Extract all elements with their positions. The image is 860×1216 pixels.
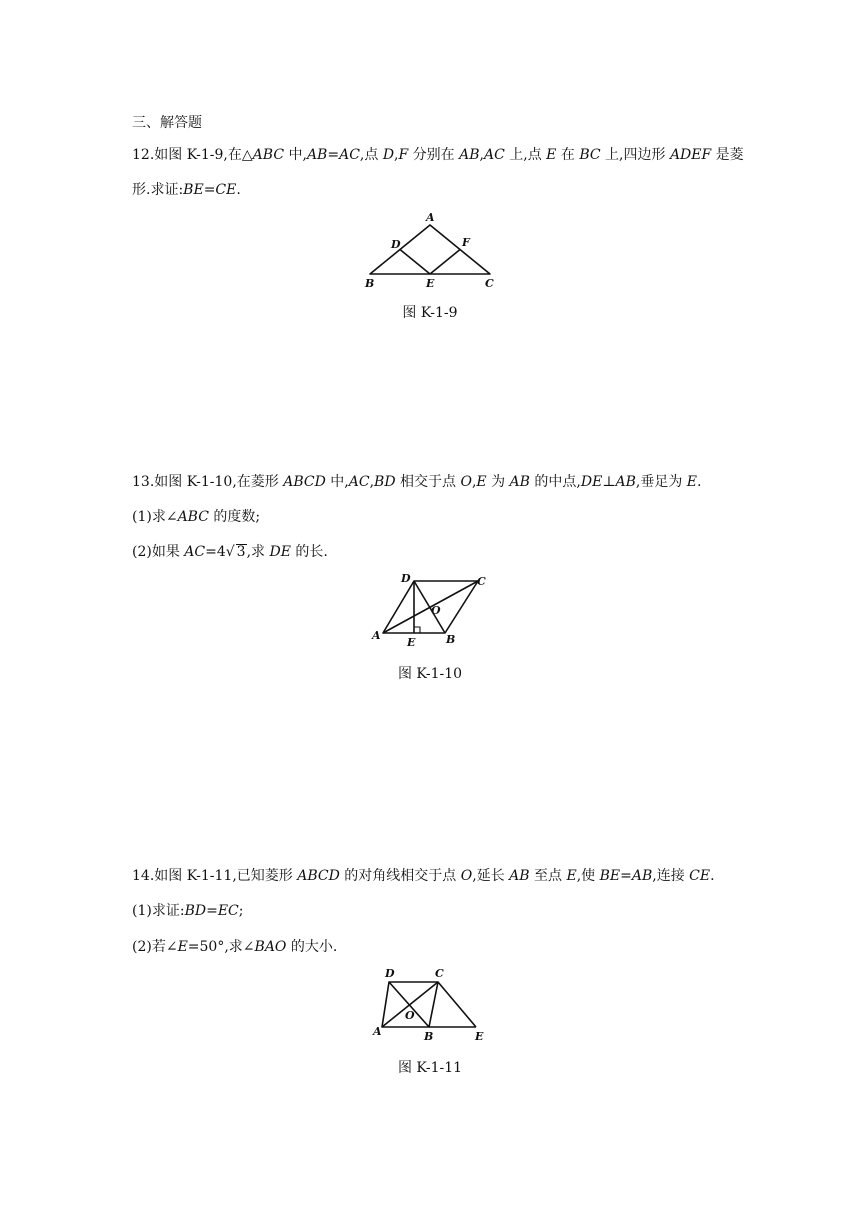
text: 的大小. bbox=[286, 939, 338, 955]
math-var: CE bbox=[689, 868, 711, 884]
text: . bbox=[236, 182, 241, 198]
math-var: BE bbox=[183, 182, 204, 198]
problem-13-question-1 bbox=[132, 507, 260, 527]
text: . bbox=[710, 868, 715, 884]
math-var: CE bbox=[215, 182, 237, 198]
text: . bbox=[697, 474, 702, 490]
segment-de bbox=[400, 250, 430, 275]
problem-14-statement bbox=[132, 866, 715, 886]
text: ,延长 bbox=[472, 868, 510, 884]
math-var: ABC bbox=[177, 509, 209, 525]
text: = bbox=[620, 868, 632, 884]
label-o: O bbox=[431, 604, 441, 617]
math-var: AB bbox=[306, 147, 328, 163]
math-var: DE bbox=[580, 474, 603, 490]
math-var: BD bbox=[184, 903, 207, 919]
text: (2)若∠ bbox=[132, 939, 178, 955]
text: ,连接 bbox=[652, 868, 690, 884]
text: ,点 bbox=[359, 147, 383, 163]
math-var: AB bbox=[615, 474, 636, 490]
text: 至点 bbox=[529, 868, 567, 884]
math-var: F bbox=[398, 147, 409, 163]
problem-13-question-2 bbox=[132, 542, 328, 562]
label-f: F bbox=[462, 236, 470, 249]
label-b: B bbox=[424, 1030, 434, 1043]
text: (1)求∠ bbox=[132, 509, 178, 525]
text: ,垂足为 bbox=[635, 474, 687, 490]
math-var: E bbox=[177, 939, 188, 955]
text: ⊥ bbox=[602, 474, 616, 490]
text: 上,点 bbox=[504, 147, 547, 163]
text: 相交于点 bbox=[395, 474, 461, 490]
math-var: AC bbox=[339, 147, 360, 163]
problem-14-question-2 bbox=[132, 937, 337, 957]
problem-13-statement bbox=[132, 472, 701, 492]
text: (1)求证: bbox=[132, 903, 185, 919]
label-a: A bbox=[426, 211, 435, 224]
text: , bbox=[479, 147, 484, 163]
math-var: AC bbox=[184, 544, 206, 560]
text: 上,四边形 bbox=[600, 147, 670, 163]
sqrt-radicand: 3 bbox=[236, 544, 246, 560]
text: =50°,求∠ bbox=[187, 939, 255, 955]
math-var: DE bbox=[269, 544, 291, 560]
text: , bbox=[471, 474, 477, 490]
math-var: AB bbox=[509, 474, 530, 490]
math-var: EC bbox=[217, 903, 239, 919]
math-var: BD bbox=[374, 474, 396, 490]
text: 中, bbox=[325, 474, 349, 490]
math-var: AC bbox=[348, 474, 370, 490]
text: =4√ bbox=[205, 544, 235, 560]
text: 中, bbox=[284, 147, 307, 163]
text: 的对角线相交于点 bbox=[339, 868, 461, 884]
label-b: B bbox=[446, 633, 456, 646]
label-c: C bbox=[485, 277, 494, 290]
text: ; bbox=[238, 903, 244, 919]
math-var: AC bbox=[483, 147, 505, 163]
math-var: E bbox=[566, 868, 577, 884]
math-var: ADEF bbox=[669, 147, 712, 163]
figure-k-1-9 bbox=[360, 208, 500, 292]
math-var: BE bbox=[599, 868, 621, 884]
label-a: A bbox=[373, 1025, 382, 1038]
problem-14-question-1 bbox=[132, 901, 243, 921]
text: 为 bbox=[486, 474, 510, 490]
text: (2)如果 bbox=[132, 544, 185, 560]
text: 13.如图 K-1-10,在菱形 bbox=[132, 474, 284, 490]
label-a: A bbox=[372, 629, 381, 642]
figure-k-1-10 bbox=[366, 568, 496, 652]
figure-caption-k-1-9: 图 K-1-9 bbox=[402, 305, 458, 321]
text: = bbox=[203, 182, 216, 198]
math-var: BAO bbox=[254, 939, 287, 955]
text: 14.如图 K-1-11,已知菱形 bbox=[132, 868, 298, 884]
label-b: B bbox=[365, 277, 375, 290]
text: ,求 bbox=[246, 544, 270, 560]
label-o: O bbox=[405, 1009, 415, 1022]
text: = bbox=[206, 903, 218, 919]
figure-caption-k-1-10: 图 K-1-10 bbox=[397, 666, 463, 682]
triangle-abc bbox=[370, 225, 490, 274]
text: 12.如图 K-1-9,在△ bbox=[132, 147, 253, 163]
segment-ce bbox=[438, 982, 476, 1027]
math-var: AB bbox=[631, 868, 653, 884]
math-var: O bbox=[460, 868, 473, 884]
figure-k-1-11 bbox=[368, 964, 498, 1048]
math-var: BC bbox=[579, 147, 601, 163]
label-d: D bbox=[385, 967, 395, 980]
section-title: 三、解答题 bbox=[132, 115, 202, 131]
text: 在 bbox=[556, 147, 580, 163]
math-var: E bbox=[476, 474, 487, 490]
text: 的度数; bbox=[208, 509, 261, 525]
math-var: E bbox=[546, 147, 557, 163]
segment-ef bbox=[430, 250, 460, 275]
math-var: ABCD bbox=[297, 868, 340, 884]
math-var: AB bbox=[509, 868, 530, 884]
label-e: E bbox=[426, 277, 435, 290]
math-var: D bbox=[382, 147, 395, 163]
label-c: C bbox=[435, 967, 444, 980]
text: , bbox=[369, 474, 375, 490]
label-e: E bbox=[475, 1030, 484, 1043]
label-c: C bbox=[477, 575, 486, 588]
problem-12-statement-line-2 bbox=[132, 180, 241, 200]
figure-caption-k-1-11: 图 K-1-11 bbox=[397, 1060, 463, 1076]
text: , bbox=[394, 147, 399, 163]
math-var: ABCD bbox=[283, 474, 326, 490]
text: 的长. bbox=[290, 544, 328, 560]
label-d: D bbox=[401, 572, 411, 585]
label-d: D bbox=[391, 238, 401, 251]
text: ,使 bbox=[576, 868, 600, 884]
text: = bbox=[327, 147, 340, 163]
text: 形.求证: bbox=[132, 182, 184, 198]
math-var: ABC bbox=[252, 147, 285, 163]
math-var: E bbox=[686, 474, 698, 490]
math-var: O bbox=[460, 474, 472, 490]
math-var: AB bbox=[459, 147, 480, 163]
text: 的中点, bbox=[529, 474, 581, 490]
text: 是菱 bbox=[711, 147, 744, 163]
text: 分别在 bbox=[408, 147, 460, 163]
right-angle-mark bbox=[414, 627, 420, 633]
label-e: E bbox=[407, 636, 416, 649]
problem-12-statement-line-1 bbox=[132, 145, 744, 165]
